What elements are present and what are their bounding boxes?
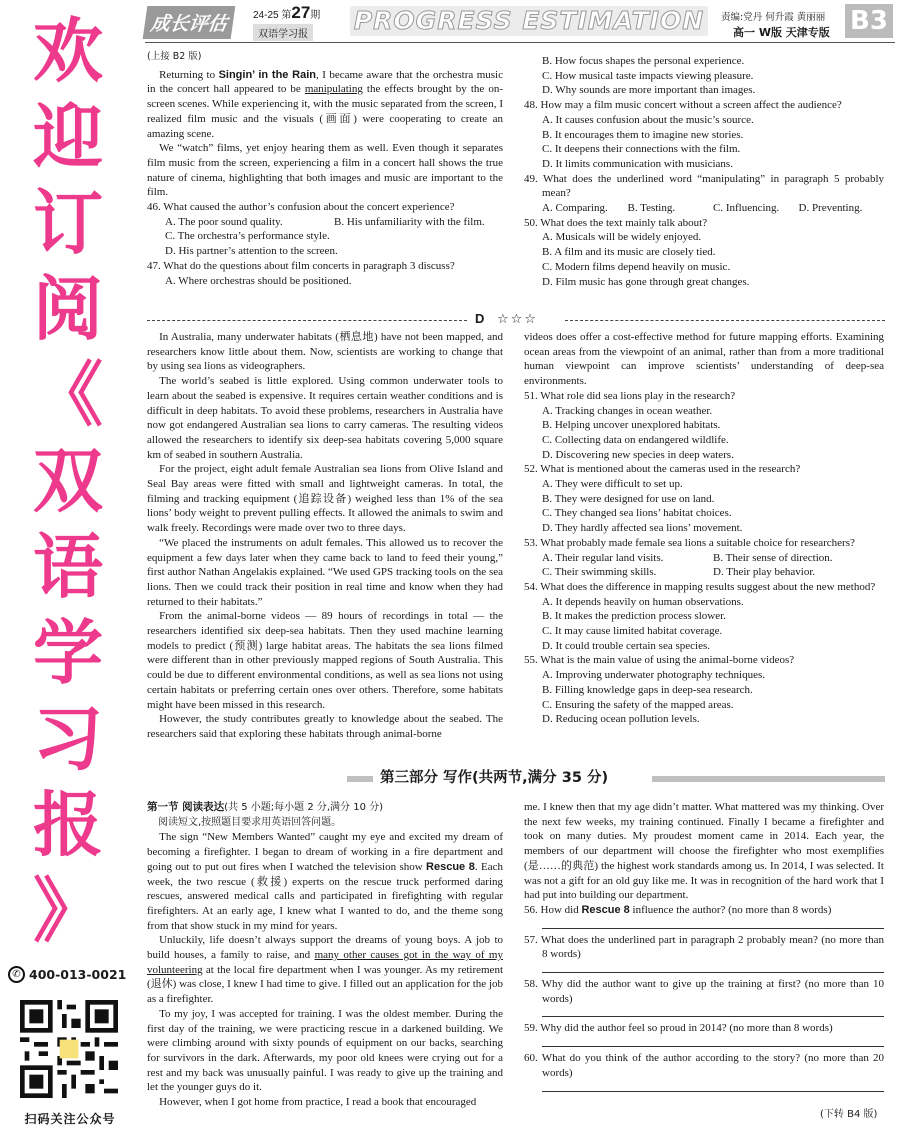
question-46: 46. What caused the author’s confusion about the concert experience? xyxy=(147,201,455,214)
paragraph xyxy=(147,830,503,933)
paragraph: “We placed the instruments on adult females. This allowed us to recover the equipment a few days later when they came back to land to feed their young,” first author Nathan Angelakis explained. “We used GPS tracking tools on the sea lions. Then we could track their position in real time and know when they had returned to their habitats.” xyxy=(147,536,503,608)
question-58: 58. Why did the author want to give up the training at first? (no more than 10 words) xyxy=(524,978,884,1005)
reading-expression-passage xyxy=(147,800,503,1110)
option[interactable]: B. They were designed for use on land. xyxy=(542,492,715,505)
text: The sign “New Members Wanted” caught my eye and excited my dream of becoming a firefighter. I began to dream of working in a fire department and going out to put out fires when I watched the television show xyxy=(147,831,503,873)
text: 56. How did xyxy=(524,903,582,916)
option[interactable]: A. Musicals will be widely enjoyed. xyxy=(542,231,702,244)
slogan-char: 》 xyxy=(33,870,103,952)
page-header xyxy=(145,4,895,40)
option[interactable]: B. It encourages them to imagine new stories. xyxy=(542,128,744,141)
difficulty-stars: ☆☆☆ xyxy=(497,312,538,327)
options-row xyxy=(524,565,884,580)
show-title: Rescue 8 xyxy=(426,860,475,873)
part-three-header xyxy=(147,766,885,792)
questions-51-55 xyxy=(524,330,884,727)
option[interactable]: A. It causes confusion about the music’s source. xyxy=(542,113,754,126)
editors: 责编:党丹 何升霞 黄丽丽 xyxy=(721,12,826,23)
question-52: 52. What is mentioned about the cameras used in the research? xyxy=(524,463,801,476)
column-brand: 成长评估 xyxy=(143,6,236,39)
option[interactable]: B. It makes the prediction process slower. xyxy=(542,610,726,623)
header-rule xyxy=(145,42,895,43)
options-row xyxy=(524,201,884,216)
dashed-rule xyxy=(147,320,467,321)
question-50: 50. What does the text mainly talk about? xyxy=(524,216,708,229)
option[interactable]: C. Modern films depend heavily on music. xyxy=(542,260,731,273)
option[interactable]: C. Ensuring the safety of the mapped areas. xyxy=(542,698,734,711)
passage-c-continued xyxy=(147,50,503,288)
issue-prefix: 24-25 第 xyxy=(253,10,292,21)
text: the effects brought by the on-screen scenes. While experiencing it, with the music separated from the screen, I realized film music and the visuals (画面) were cooperating to create an amazing scene. xyxy=(147,83,503,140)
option[interactable]: D. Their play behavior. xyxy=(713,566,816,579)
option[interactable]: D. Why sounds are more important than images. xyxy=(542,84,756,97)
passage-d xyxy=(147,330,503,742)
answer-line[interactable] xyxy=(542,1039,884,1047)
option[interactable]: B. His unfamiliarity with the film. xyxy=(334,215,485,228)
paper-name: 双语学习报 xyxy=(253,24,313,41)
continued-on-note: (下转 B4 版) xyxy=(820,1109,878,1120)
paragraph xyxy=(147,933,503,1007)
paragraph: However, the study contributes greatly to knowledge about the seabed. The researchers said that exploring these habitats through animal-borne xyxy=(147,713,503,740)
slogan-char: 学 xyxy=(33,612,103,694)
continued-note: (上接 B2 版) xyxy=(147,51,202,62)
edition-label: 高一 W版 天津专版 xyxy=(733,26,830,39)
option[interactable]: A. Improving underwater photography techniques. xyxy=(542,669,765,682)
option[interactable]: B. Their sense of direction. xyxy=(713,551,833,564)
paragraph: videos does offer a cost-effective method for future mapping efforts. Examining ocean areas from the viewpoint of an animal, rather than from a more traditional human viewpoint can improve scientists’ understanding of deep-sea environments. xyxy=(524,331,884,388)
issue-suffix: 期 xyxy=(310,10,321,21)
instructions: 阅读短文,按照题目要求用英语回答问题。 xyxy=(158,816,342,828)
decor-bar xyxy=(347,776,373,782)
option[interactable]: D. Discovering new species in deep waters. xyxy=(542,448,734,461)
phone-icon: ✆ xyxy=(8,966,25,983)
question-49: 49. What does the underlined word “manipulating” in paragraph 5 probably mean? xyxy=(524,172,884,200)
slogan-char: 语 xyxy=(33,526,103,608)
option[interactable]: A. It depends heavily on human observations. xyxy=(542,595,744,608)
option[interactable]: D. It limits communication with musicians. xyxy=(542,157,733,170)
option[interactable]: C. It may cause limited habitat coverage. xyxy=(542,625,723,638)
paragraph: To my joy, I was accepted for training. I was the oldest member. During the first day of the training, we were practicing rescue in a darkened building. We were climbing around with sixty pounds of equipment on our backs, searching for survivors in the dark. Afterwards, my poor old knees were crying out for a rest and my back was unusually painful. I was ready to give up the training and let the younger guys do it. xyxy=(147,1007,503,1094)
answer-line[interactable] xyxy=(542,965,884,973)
question-57: 57. What does the underlined part in paragraph 2 probably mean? (no more than 8 words) xyxy=(524,933,884,961)
option[interactable]: B. How focus shapes the personal experience. xyxy=(542,55,745,67)
option[interactable]: B. Filling knowledge gaps in deep-sea research. xyxy=(542,683,753,696)
qr-code[interactable] xyxy=(20,1000,118,1098)
option[interactable]: A. Their regular land visits. xyxy=(542,551,664,564)
option[interactable]: A. The poor sound quality. xyxy=(165,215,283,228)
slogan-char: 阅 xyxy=(33,268,103,350)
slogan-char: 双 xyxy=(33,440,103,522)
option[interactable]: D. Film music has gone through great changes. xyxy=(542,275,750,288)
option[interactable]: B. Helping uncover unexplored habitats. xyxy=(542,419,721,432)
text: . Each week, the two rescue (救援) experts on the rescue truck performed daring rescues, answered medical calls and participated in firefighting with regular firefighters. At an early age, I knew what I wanted to do, and the theme song from that show stuck in my mind for years. xyxy=(147,860,503,932)
option[interactable]: C. Collecting data on endangered wildlife. xyxy=(542,433,729,446)
text: at the local fire department when I was younger. As my retirement (退休) was close, I knew I had time to give. I filled out an application for the job as a firefighter. xyxy=(147,963,503,1006)
section-title: 第一节 阅读表达 xyxy=(147,801,225,813)
option[interactable]: A. Comparing. xyxy=(542,202,608,215)
option[interactable]: C. Their swimming skills. xyxy=(542,566,657,579)
qr-caption: 扫码关注公众号 xyxy=(24,1112,116,1126)
question-59: 59. Why did the author feel so proud in 2014? (no more than 8 words) xyxy=(524,1022,833,1035)
section-d-divider xyxy=(147,311,885,327)
question-56 xyxy=(524,903,884,918)
underlined-part: many other causes got in the way of my volunteering xyxy=(147,949,503,976)
paragraph: However, when I got home from practice, I read a book that encouraged xyxy=(159,1096,477,1109)
paragraph xyxy=(147,68,503,142)
hotline xyxy=(8,966,126,983)
question-47: 47. What do the questions about film concerts in paragraph 3 discuss? xyxy=(147,259,455,272)
question-53: 53. What probably made female sea lions a suitable choice for researchers? xyxy=(524,536,855,549)
decor-bar xyxy=(652,776,885,782)
subscribe-slogan xyxy=(18,8,118,954)
option[interactable]: C. Influencing. xyxy=(713,202,780,215)
option[interactable]: A. They were difficult to set up. xyxy=(542,478,683,491)
option[interactable]: D. It could trouble certain sea species. xyxy=(542,639,710,652)
option[interactable]: B. Testing. xyxy=(627,202,676,215)
part-title: 第三部分 写作(共两节,满分 35 分) xyxy=(380,770,609,786)
questions-47-50 xyxy=(524,54,884,289)
options-row xyxy=(524,551,884,566)
text: Unluckily, life doesn’t always support the dreams of young boys. A job to build houses, a family to raise, and xyxy=(147,934,503,962)
paragraph: We “watch” films, yet enjoy hearing them as well. Even though it separates film music from the screen, experiencing a film in a concert hall shows the true nature of cinema, highlighting that both images and music are important to the film. xyxy=(147,142,503,199)
question-54: 54. What does the difference in mapping results suggest about the new method? xyxy=(524,580,876,593)
option[interactable]: D. Reducing ocean pollution levels. xyxy=(542,713,700,726)
option[interactable]: C. It deepens their connections with the film. xyxy=(542,143,741,156)
paragraph: From the animal-borne videos — 89 hours of recordings in total — the researchers identified six deep-sea habitats. Then they used machine learning models to predict (预测) large habitat areas. The habitats the sea lions filmed were different than in other previously mapped regions of South Australia. This could be due to different environmental conditions, as well as sea lions not using certain habitats or preferring certain ones over others. Therefore, some habitats might have been missed in this research. xyxy=(147,610,503,711)
slogan-char: 习 xyxy=(33,698,103,780)
text: , I became aware that the orchestra music in the concert hall appeared to be xyxy=(147,68,503,96)
slogan-char: 《 xyxy=(33,354,103,436)
paragraph: The world’s seabed is little explored. Using common underwater tools to learn about the seabed is expensive. It requires certain weather conditions and is difficult in deep habitats. To avoid these problems, researchers in Australia have now got endangered Australian sea lions to carry cameras. The resulting videos allowed the researchers to identify six deep-sea habitats covering 5,000 square km of seabed in southern Australia. xyxy=(147,375,503,461)
page-number: B3 xyxy=(845,4,893,38)
section-label: D xyxy=(475,311,485,326)
show-title: Rescue 8 xyxy=(581,903,630,916)
option[interactable]: C. How musical taste impacts viewing pleasure. xyxy=(542,69,754,82)
issue-no: 27 xyxy=(291,3,311,22)
slogan-char: 报 xyxy=(33,784,103,866)
paragraph: me. I knew then that my age didn’t matter. What mattered was my thinking. Over the next few weeks, my training continued. Finally I became a firefighter and took on many duties. My proudest moment came in 2014. Each year, the members of our department will choose the firefighter who most exemplifies (是……的典范) the highest work standards among us. In 2014, I was selected. It was not a gift for an old guy like me. It was in recognition of the hard work that I had put into building our department. xyxy=(524,801,884,902)
dashed-rule xyxy=(565,320,885,321)
paragraph: In Australia, many underwater habitats (栖息地) have not been mapped, and researchers know little about them. Now, scientists are working to change that by using sea lions as videographers. xyxy=(147,331,503,373)
option[interactable]: C. They changed sea lions’ habitat choices. xyxy=(542,507,732,520)
slogan-char: 迎 xyxy=(33,96,103,178)
slogan-char: 欢 xyxy=(33,10,103,92)
answer-line[interactable] xyxy=(542,1084,884,1092)
question-51: 51. What role did sea lions play in the research? xyxy=(524,389,736,402)
subscription-sidebar xyxy=(0,0,140,1133)
text: Returning to xyxy=(159,68,219,81)
phone-number: 400-013-0021 xyxy=(29,967,127,982)
option[interactable]: D. They hardly affected sea lions’ movement. xyxy=(542,522,743,535)
paragraph: For the project, eight adult female Australian sea lions from Olive Island and Seal Bay areas were fitted with small and lightweight cameras. In total, the filming and tracking equipment (追踪设备) weighed less than 1% of the sea lions’ body weight to prevent pulling effects. It allowed the animals to swim and walk freely. Recordings were made over two to three days. xyxy=(147,463,503,535)
question-60: 60. What do you think of the author according to the story? (no more than 20 words) xyxy=(524,1052,884,1079)
issue-number xyxy=(253,3,321,22)
option[interactable]: D. His partner’s attention to the screen. xyxy=(165,245,338,258)
question-55: 55. What is the main value of using the animal-borne videos? xyxy=(524,654,795,667)
options-row xyxy=(147,215,503,230)
answer-line[interactable] xyxy=(542,1009,884,1017)
option[interactable]: A. Where orchestras should be positioned. xyxy=(165,274,352,287)
section-heading xyxy=(147,800,503,816)
option[interactable]: A. Tracking changes in ocean weather. xyxy=(542,404,713,417)
question-48: 48. How may a film music concert without a screen affect the audience? xyxy=(524,99,842,112)
underlined-word: manipulating xyxy=(304,83,363,96)
option[interactable]: C. The orchestra’s performance style. xyxy=(165,230,330,243)
slogan-char: 订 xyxy=(33,182,103,264)
section-banner: PROGRESS ESTIMATION xyxy=(350,6,708,36)
section-note: (共 5 小题;每小题 2 分,满分 10 分) xyxy=(224,802,384,813)
text: influence the author? (no more than 8 words) xyxy=(629,903,832,916)
option[interactable]: D. Preventing. xyxy=(798,202,863,215)
answer-line[interactable] xyxy=(542,921,884,929)
option[interactable]: B. A film and its music are closely tied. xyxy=(542,246,716,259)
film-title: Singin’ in the Rain xyxy=(218,68,317,81)
questions-56-60 xyxy=(524,800,884,1092)
